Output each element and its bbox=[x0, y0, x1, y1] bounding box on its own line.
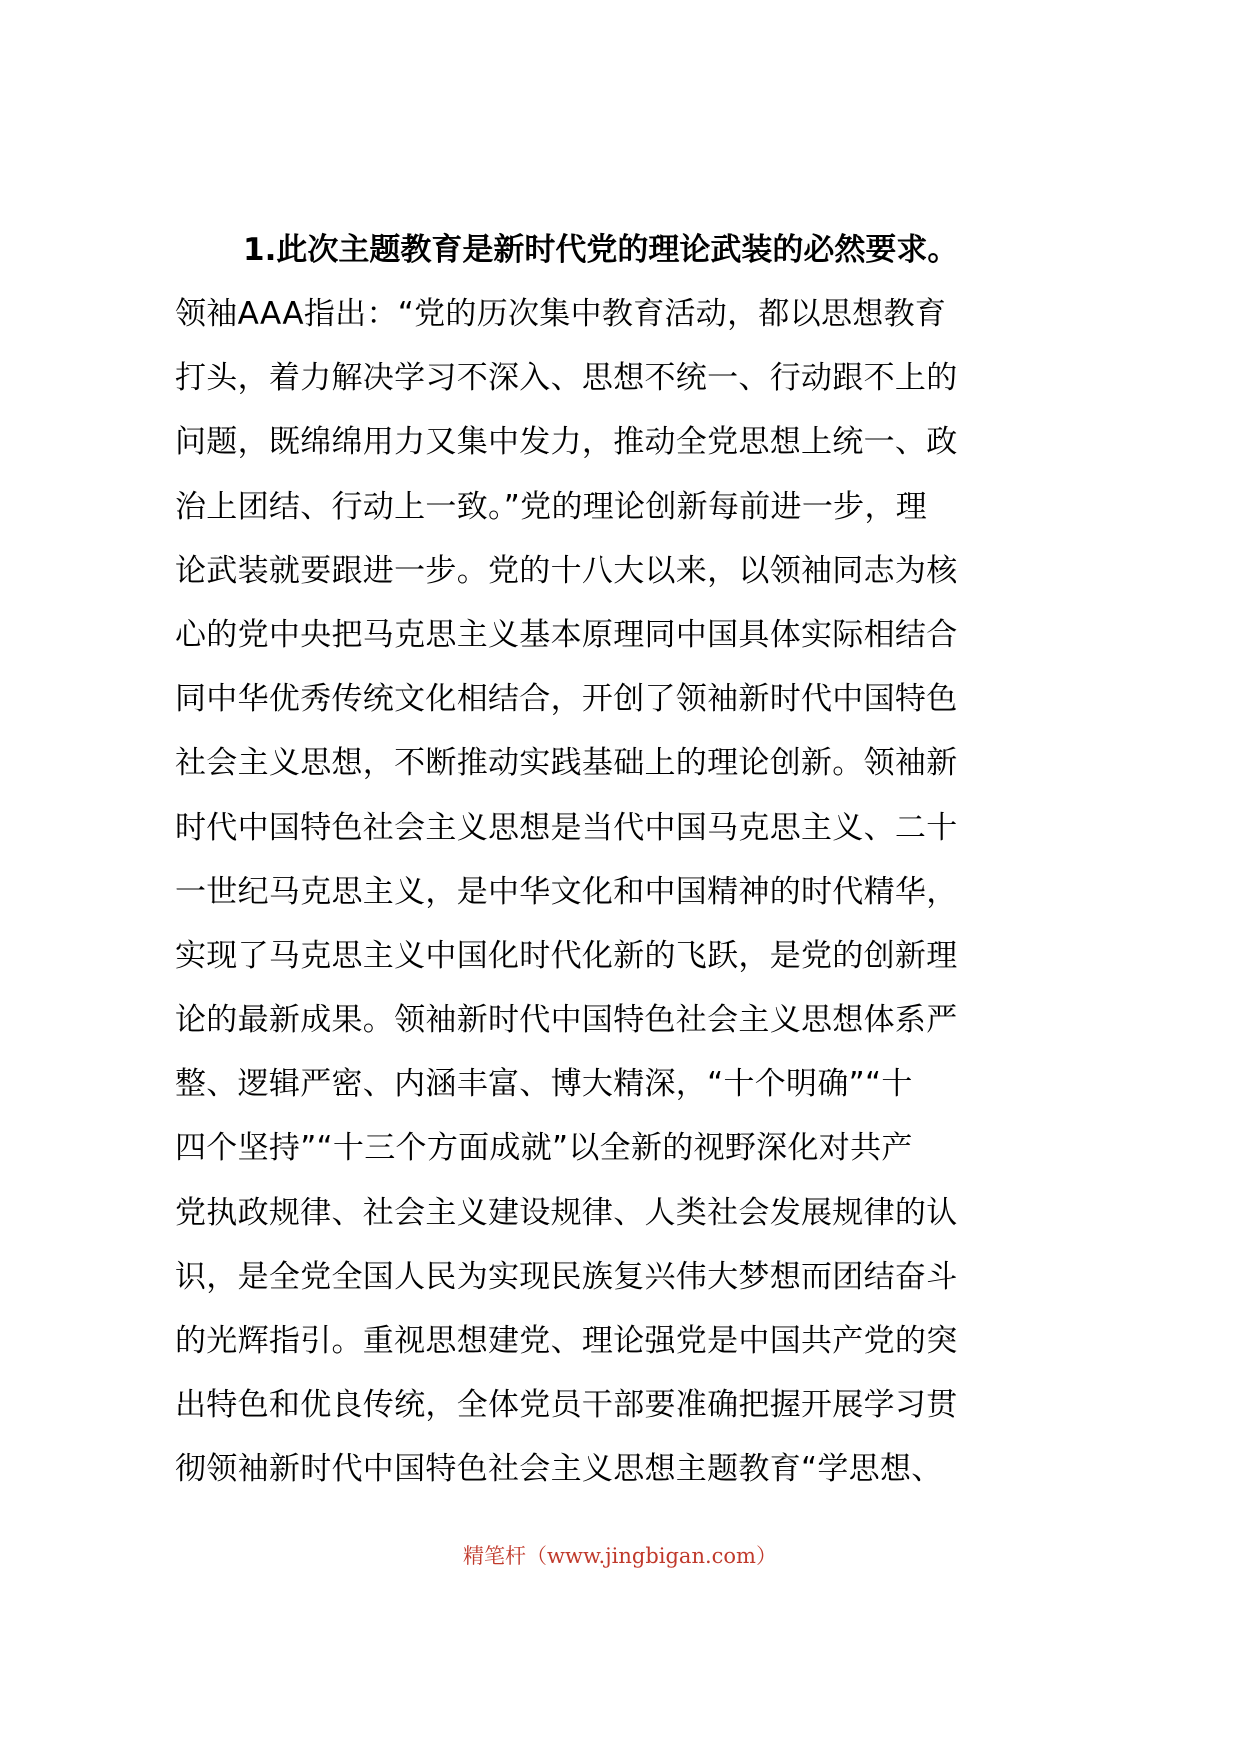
paragraph-line: 治上团结、行动上一致。”党的理论创新每前进一步，理 bbox=[175, 488, 928, 525]
section-heading: 1.此次主题教育是新时代党的理论武装的必然要求。 bbox=[243, 232, 959, 268]
footer-watermark-link[interactable]: 精笔杆（www.jingbigan.com） bbox=[463, 1544, 777, 1568]
document-body bbox=[175, 218, 1085, 1502]
paragraph-line: 社会主义思想，不断推动实践基础上的理论创新。领袖新 bbox=[175, 745, 958, 782]
paragraph-line: 实现了马克思主义中国化时代化新的飞跃，是党的创新理 bbox=[175, 937, 958, 974]
paragraph-line: 论武装就要跟进一步。党的十八大以来，以领袖同志为核 bbox=[175, 552, 958, 589]
paragraph-line: 心的党中央把马克思主义基本原理同中国具体实际相结合 bbox=[175, 616, 958, 653]
paragraph-line: 四个坚持”“十三个方面成就”以全新的视野深化对共产 bbox=[175, 1130, 913, 1167]
paragraph-line: 彻领袖新时代中国特色社会主义思想主题教育“学思想、 bbox=[175, 1451, 943, 1488]
paragraph bbox=[175, 282, 1085, 1502]
paragraph-line: 的光辉指引。重视思想建党、理论强党是中国共产党的突 bbox=[175, 1323, 958, 1359]
paragraph-line: 党执政规律、社会主义建设规律、人类社会发展规律的认 bbox=[175, 1194, 958, 1231]
paragraph-line: 打头，着力解决学习不深入、思想不统一、行动跟不上的 bbox=[175, 360, 958, 397]
paragraph-line: 领袖AAA指出：“党的历次集中教育活动，都以思想教育 bbox=[175, 296, 947, 332]
paragraph-line: 论的最新成果。领袖新时代中国特色社会主义思想体系严 bbox=[175, 1002, 958, 1039]
paragraph-line: 出特色和优良传统，全体党员干部要准确把握开展学习贯 bbox=[175, 1387, 958, 1424]
paragraph-line: 时代中国特色社会主义思想是当代中国马克思主义、二十 bbox=[175, 809, 958, 846]
paragraph-line: 整、逻辑严密、内涵丰富、博大精深，“十个明确”“十 bbox=[175, 1066, 913, 1103]
paragraph-line: 识，是全党全国人民为实现民族复兴伟大梦想而团结奋斗 bbox=[175, 1258, 958, 1295]
paragraph-line: 同中华优秀传统文化相结合，开创了领袖新时代中国特色 bbox=[175, 681, 958, 718]
paragraph-line: 一世纪马克思主义，是中华文化和中国精神的时代精华， bbox=[175, 873, 958, 910]
paragraph-line: 问题，既绵绵用力又集中发力，推动全党思想上统一、政 bbox=[175, 424, 958, 461]
